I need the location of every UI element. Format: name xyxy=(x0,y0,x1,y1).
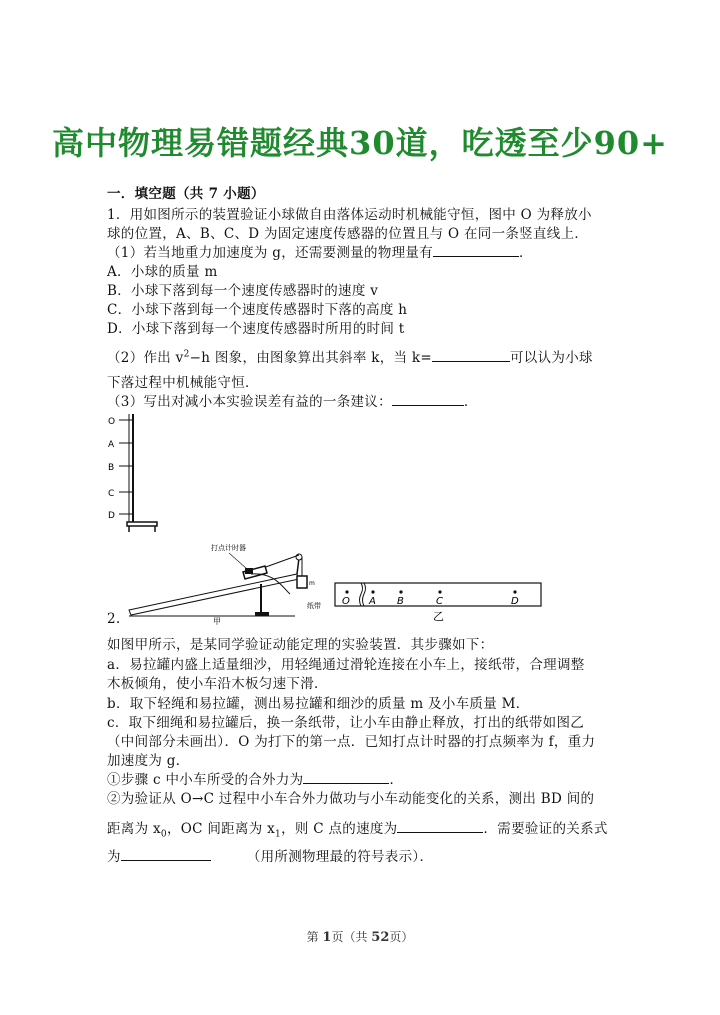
q2-line7: 加速度为 g． xyxy=(107,753,190,769)
fig-label-a: A xyxy=(108,440,115,450)
page-footer xyxy=(0,928,720,945)
q2-line5: c．取下细绳和易拉罐后，换一条纸带，让小车由静止释放，打出的纸带如图乙 xyxy=(107,715,585,731)
q1-figure xyxy=(105,410,175,535)
q2-line8 xyxy=(107,768,403,788)
q1-part1-text: （1）若当地重力加速度为 g，还需要测量的物理量有 xyxy=(107,245,434,261)
q2-line1: 如图甲所示，是某同学验证动能定理的实验装置．其步骤如下： xyxy=(107,637,494,653)
tape-dot-a xyxy=(371,590,374,593)
q1-option-d: D．小球下落到每一个速度传感器时所用的时间 t xyxy=(107,321,405,337)
footer-pre: 第 xyxy=(306,930,323,944)
fig-label-c: C xyxy=(108,489,115,499)
q2-line4: b．取下轻绳和易拉罐，测出易拉罐和细沙的质量 m 及小车质量 M． xyxy=(107,696,530,712)
q1-stem-line2: 球的位置，A、B、C、D 为固定速度传感器的位置且与 O 在同一条竖直线上． xyxy=(107,226,589,242)
fig-timer-label: 打点计时器 xyxy=(211,544,246,552)
q2-line10-sub0: 0 xyxy=(160,829,167,840)
q1-part3-text: （3）写出对减小本实验误差有益的一条建议： xyxy=(107,394,392,410)
fig-yi-label: 乙 xyxy=(433,610,444,622)
q2-line8-end: ． xyxy=(389,772,404,788)
q1-part1 xyxy=(107,241,533,261)
answer-blank xyxy=(392,393,464,406)
tape-label-o: O xyxy=(342,596,350,607)
q1-option-c: C．小球下落到每一个速度传感器时下落的高度 h xyxy=(107,302,408,318)
answer-blank xyxy=(432,349,510,362)
q1-option-a: A．小球的质量 m xyxy=(107,264,218,280)
footer-mid: 页（共 xyxy=(331,930,372,944)
q2-line11-b: （用所测物理最的符号表示）． xyxy=(246,849,434,865)
q2-figure-jia xyxy=(125,538,330,625)
footer-total-pages: 52 xyxy=(371,930,390,945)
fig-label-o: O xyxy=(108,417,116,427)
q1-stem-line1: 1．用如图所示的装置验证小球做自由落体运动时机械能守恒，图中 O 为释放小 xyxy=(107,207,592,223)
answer-blank xyxy=(121,848,211,861)
q1-part2 xyxy=(107,346,593,366)
fig-tape-label: 纸带 xyxy=(307,602,321,610)
q2-line9: ②为验证从 O→C 过程中小车合外力做功与小车动能变化的关系，测出 BD 间的 xyxy=(107,791,595,807)
fig-label-d: D xyxy=(108,511,115,521)
answer-blank xyxy=(303,771,389,784)
q1-option-b: B．小球下落到每一个速度传感器时的速度 v xyxy=(107,283,379,299)
answer-blank xyxy=(433,244,519,257)
q2-line8-text: ①步骤 c 中小车所受的合外力为 xyxy=(107,772,304,788)
tape-label-d: D xyxy=(511,596,519,607)
q2-line2: a．易拉罐内盛上适量细沙，用轻绳通过滑轮连接在小车上，接纸带，合理调整 xyxy=(107,657,585,673)
tape-dot-b xyxy=(399,590,402,593)
q1-part2-sup: 2 xyxy=(183,349,190,360)
q1-part2-c: 可以认为小球 xyxy=(510,350,593,366)
q2-line10-sub1: 1 xyxy=(275,829,282,840)
tape-dot-d xyxy=(513,590,516,593)
tape-label-a: A xyxy=(369,596,376,607)
q2-line10 xyxy=(107,817,608,840)
q2-line6: （中间部分未画出）．O 为打下的第一点．已知打点计时器的打点频率为 f，重力 xyxy=(107,734,596,750)
tape-dot-o xyxy=(345,590,348,593)
q1-part2-line2: 下落过程中机械能守恒． xyxy=(107,375,259,391)
section-heading: 一．填空题（共 7 小题） xyxy=(107,186,265,202)
q1-part3-end: ． xyxy=(463,394,478,410)
tape-label-b: B xyxy=(397,596,404,607)
q2-line10-c: ，则 C 点的速度为 xyxy=(281,821,398,837)
q2-line11-a: 为 xyxy=(107,849,121,865)
fig-label-b: B xyxy=(108,463,115,473)
q1-part1-end: ． xyxy=(519,245,533,261)
q1-part2-a: （2）作出 v xyxy=(107,350,184,366)
fig-mass-label: m xyxy=(309,580,315,587)
tape-dot-c xyxy=(438,590,441,593)
q2-figure-yi xyxy=(333,578,545,622)
q2-line11 xyxy=(107,845,433,865)
page-title: 高中物理易错题经典30道，吃透至少90+ xyxy=(52,124,668,162)
q2-line10-d: ．需要验证的关系式 xyxy=(483,821,608,837)
tape-label-c: C xyxy=(436,596,443,607)
q2-number: 2. xyxy=(107,611,121,627)
q2-line3: 木板倾角，使小车沿木板匀速下滑． xyxy=(107,676,328,692)
q1-part2-b: −h 图象，由图象算出其斜率 k，当 k= xyxy=(189,350,432,366)
footer-page-number: 1 xyxy=(322,930,332,945)
footer-post: 页） xyxy=(389,930,414,944)
q1-part3 xyxy=(107,390,478,410)
fig-jia-label: 甲 xyxy=(213,617,221,625)
answer-blank xyxy=(397,820,483,833)
q2-line10-b: ，OC 间距离为 x xyxy=(166,821,276,837)
q2-line10-a: 距离为 x xyxy=(107,821,161,837)
